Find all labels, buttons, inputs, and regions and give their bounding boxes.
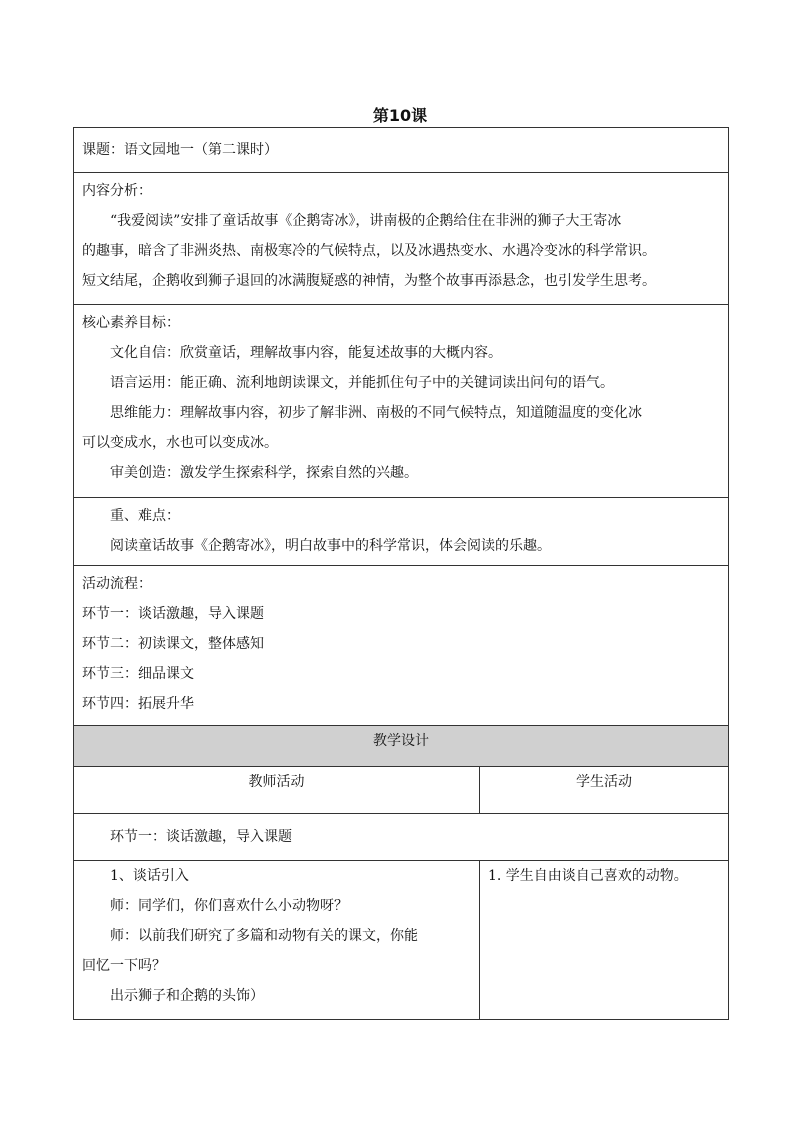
teacher-column-header: 教师活动 xyxy=(74,767,480,814)
lesson-plan-table xyxy=(73,127,729,1020)
core-goal-item: 审美创造：激发学生探索科学，探索自然的兴趣。 xyxy=(110,465,418,481)
student-activity-line: 1. 学生自由谈自己喜欢的动物。 xyxy=(488,868,688,884)
content-analysis-row xyxy=(74,173,729,305)
teacher-activity-line: 师：以前我们研究了多篇和动物有关的课文，你能 xyxy=(110,928,418,944)
content-analysis-line: 短文结尾，企鹅收到狮子退回的冰满腹疑惑的神情，为整个故事再添悬念，也引发学生思考。 xyxy=(82,273,656,289)
page-title: 第10课 xyxy=(372,106,428,125)
activity-step: 环节四：拓展升华 xyxy=(82,696,194,712)
core-goals-heading: 核心素养目标： xyxy=(82,315,180,331)
activity-step: 环节二：初读课文，整体感知 xyxy=(82,636,264,652)
key-points-text: 阅读童话故事《企鹅寄冰》，明白故事中的科学常识，体会阅读的乐趣。 xyxy=(110,538,551,554)
section-title: 环节一：谈话激趣，导入课题 xyxy=(110,829,292,845)
activity-flow-row xyxy=(74,566,729,726)
key-points-heading: 重、难点： xyxy=(110,508,180,524)
core-goal-item: 语言运用：能正确、流利地朗读课文，并能抓住句子中的关键词读出问句的语气。 xyxy=(110,375,614,391)
teacher-activity-line: 1、谈话引入 xyxy=(110,868,189,884)
column-header-row xyxy=(74,767,729,814)
core-goal-item: 文化自信：欣赏童话，理解故事内容，能复述故事的大概内容。 xyxy=(110,345,502,361)
section-row xyxy=(74,814,729,861)
topic-row xyxy=(74,128,729,173)
core-goals-row xyxy=(74,305,729,498)
teacher-activity-line: 出示狮子和企鹅的头饰） xyxy=(110,988,264,1004)
activity-step: 环节三：细品课文 xyxy=(82,666,194,682)
teacher-activity-line: 师：同学们，你们喜欢什么小动物呀？ xyxy=(110,898,348,914)
content-analysis-heading: 内容分析： xyxy=(82,183,152,199)
lesson-topic: 课题：语文园地一（第二课时） xyxy=(82,142,278,158)
core-goal-continuation: 可以变成水，水也可以变成冰。 xyxy=(82,435,278,451)
key-points-row xyxy=(74,498,729,566)
content-analysis-line: 的趣事，暗含了非洲炎热、南极寒冷的气候特点，以及冰遇热变水、水遇冷变冰的科学常识。 xyxy=(82,243,656,259)
activity-step: 环节一：谈话激趣，导入课题 xyxy=(82,606,264,622)
design-header-row xyxy=(74,726,729,767)
activity-flow-heading: 活动流程： xyxy=(82,576,152,592)
core-goal-item: 思维能力：理解故事内容，初步了解非洲、南极的不同气候特点，知道随温度的变化冰 xyxy=(110,405,642,421)
student-column-header: 学生活动 xyxy=(480,767,729,814)
activity-detail-row xyxy=(74,861,729,1020)
teacher-activity-line: 回忆一下吗？ xyxy=(82,958,166,974)
design-header: 教学设计 xyxy=(74,726,729,767)
content-analysis-line: “我爱阅读”安排了童话故事《企鹅寄冰》，讲南极的企鹅给住在非洲的狮子大王寄冰 xyxy=(110,213,622,229)
